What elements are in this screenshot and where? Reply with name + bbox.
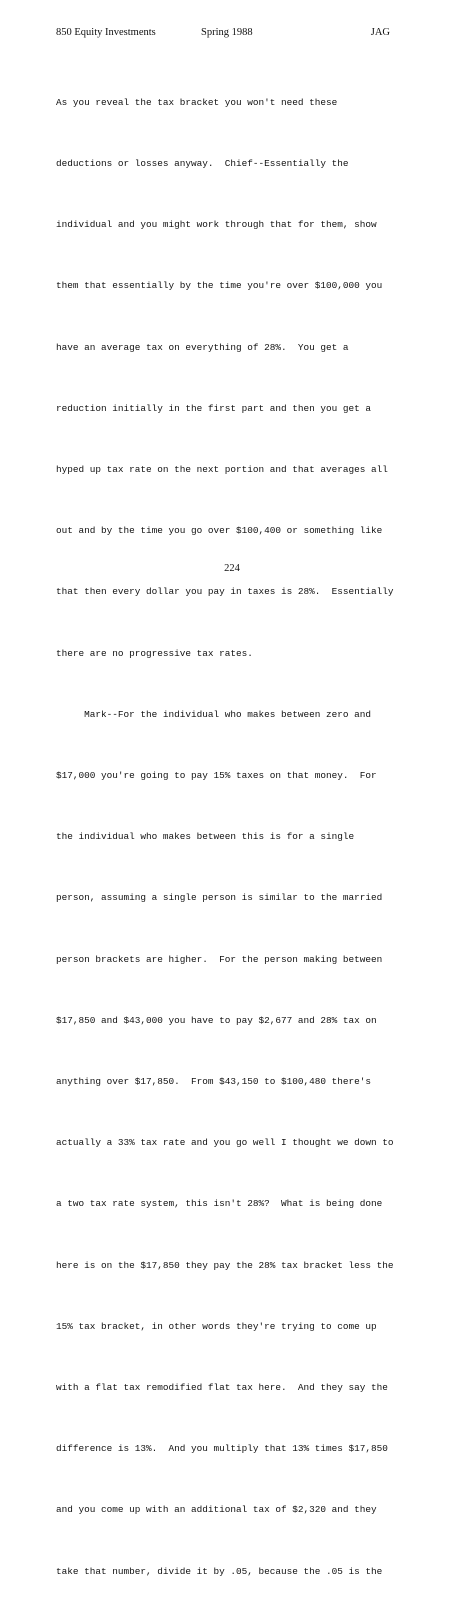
text-line: here is on the $17,850 they pay the 28% tax bracket less the (56, 1259, 394, 1271)
text-line: hyped up tax rate on the next portion and that averages all (56, 464, 388, 476)
text-line: that then every dollar you pay in taxes is 28%. Essentially (56, 586, 394, 598)
text-line: with a flat tax remodified flat tax here. And they say the (56, 1382, 388, 1394)
text-line: reduction initially in the first part and then you get a (56, 402, 372, 414)
text-line: them that essentially by the time you're over $100,000 you (56, 280, 383, 292)
page-number: 224 (224, 563, 240, 574)
text-line: individual and you might work through that for them, show (56, 219, 377, 231)
text-line: and you come up with an additional tax of $2,320 and they (56, 1504, 377, 1516)
text-line: have an average tax on everything of 28%. You get a (56, 341, 349, 353)
header-term: Spring 1988 (201, 27, 253, 38)
text-line: person brackets are higher. For the person making between (56, 953, 383, 965)
text-line: anything over $17,850. From $43,150 to $100,480 there's (56, 1076, 372, 1088)
text-line: Mark--For the individual who makes between zero and (56, 708, 372, 720)
text-line: $17,000 you're going to pay 15% taxes on that money. For (56, 770, 377, 782)
text-line: As you reveal the tax bracket you won't need these (56, 96, 338, 108)
text-line: person, assuming a single person is similar to the married (56, 892, 383, 904)
header-initials: JAG (370, 27, 390, 38)
text-line: $17,850 and $43,000 you have to pay $2,677 and 28% tax on (56, 1014, 377, 1026)
text-line: take that number, divide it by .05, because the .05 is the (56, 1565, 383, 1577)
text-line: the individual who makes between this is for a single (56, 831, 355, 843)
text-line: deductions or losses anyway. Chief--Essentially the (56, 158, 349, 170)
text-line: actually a 33% tax rate and you go well I thought we down to (56, 1137, 394, 1149)
transcript-body (56, 52, 396, 1602)
text-line: out and by the time you go over $100,400 or something like (56, 525, 383, 537)
text-line: 15% tax bracket, in other words they're trying to come up (56, 1320, 377, 1332)
text-line: difference is 13%. And you multiply that 13% times $17,850 (56, 1443, 388, 1455)
header-course-title: 850 Equity Investments (56, 27, 156, 38)
page-header (56, 27, 390, 41)
text-line: there are no progressive tax rates. (56, 647, 253, 659)
text-line: a two tax rate system, this isn't 28%? What is being done (56, 1198, 383, 1210)
